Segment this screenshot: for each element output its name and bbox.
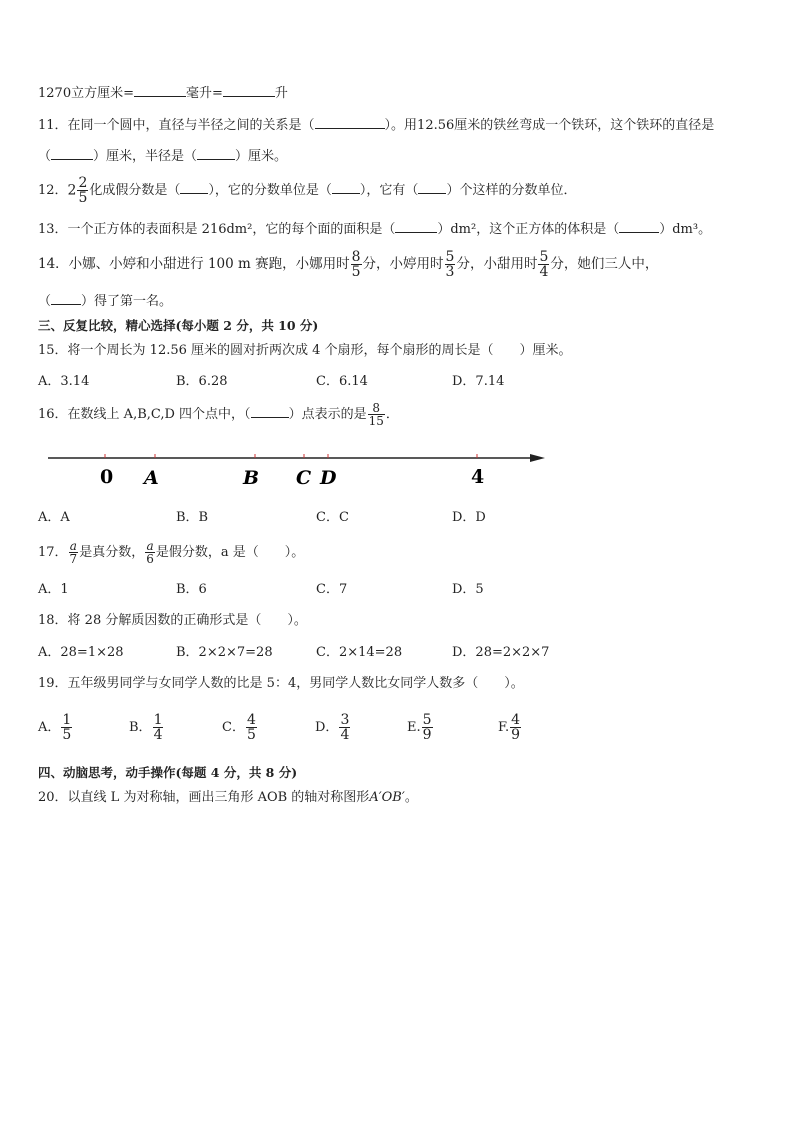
answer-blank[interactable] xyxy=(51,290,81,305)
number-line xyxy=(40,440,560,492)
q16-line: 16．在数线上 A,B,C,D 四个点中，（ ）点表示的是 $\frac{8}{15}$ ． xyxy=(38,401,399,428)
q19-option-e[interactable]: E. $\frac{5}{9}$ xyxy=(407,712,432,743)
label-b: B xyxy=(243,467,260,489)
q16-option-c[interactable]: C．C xyxy=(316,510,349,525)
q16-option-a[interactable]: A．A xyxy=(38,510,70,525)
q18-option-d[interactable]: D．28=2×2×7 xyxy=(452,645,550,660)
mixed-fraction: $\frac{2}{5}$ xyxy=(78,175,88,206)
fraction: $\frac{5}{3}$ xyxy=(445,249,455,280)
label-d: D xyxy=(320,467,337,489)
q20-line: 20．以直线 L 为对称轴，画出三角形 AOB 的轴对称图形A′OB′。 xyxy=(38,790,418,805)
answer-blank[interactable] xyxy=(251,403,289,418)
q16-option-b[interactable]: B．B xyxy=(176,510,209,525)
q16-option-d[interactable]: D．D xyxy=(452,510,486,525)
fraction: $\frac{8}{15}$ xyxy=(368,401,384,428)
label-c: C xyxy=(296,467,312,489)
answer-blank[interactable] xyxy=(197,145,235,160)
answer-blank[interactable] xyxy=(332,179,360,194)
answer-blank[interactable] xyxy=(315,114,385,129)
q14-line1: 14．小娜、小婷和小甜进行 100 m 赛跑，小娜用时 $\frac{8}{5}$ 分，小婷用时 $\frac{5}{3}$ 分，小甜用时 $\frac{5}{4}$ 分，她们三人中， xyxy=(38,249,659,280)
label-4: 4 xyxy=(471,466,485,488)
label-a: A xyxy=(144,467,159,489)
q18-option-a[interactable]: A．28=1×28 xyxy=(38,645,124,660)
fraction: $\frac{8}{5}$ xyxy=(351,249,361,280)
q15-option-a[interactable]: A．3.14 xyxy=(38,374,90,389)
q19-option-a[interactable]: A． $\frac{1}{5}$ xyxy=(38,712,72,743)
fraction: $\frac{a}{6}$ xyxy=(146,539,154,566)
section-3-heading: 三、反复比较，精心选择(每小题 2 分，共 10 分) xyxy=(38,318,319,333)
answer-blank[interactable] xyxy=(418,179,446,194)
q18-option-b[interactable]: B．2×2×7=28 xyxy=(176,645,273,660)
answer-blank[interactable] xyxy=(619,218,659,233)
q-prev-line: 1270立方厘米= 毫升= 升 xyxy=(38,82,288,103)
q15-option-b[interactable]: B．6.28 xyxy=(176,374,228,389)
fraction: $\frac{5}{4}$ xyxy=(539,249,549,280)
q15-option-c[interactable]: C．6.14 xyxy=(316,374,368,389)
q12-line: 12．2 $\frac{2}{5}$ 化成假分数是（ ），它的分数单位是（ ），它有（ ）个这样的分数单位． xyxy=(38,175,577,206)
q17-line: 17． $\frac{a}{7}$ 是真分数， $\frac{a}{6}$ 是假分数，a 是（ ）。 xyxy=(38,539,305,566)
q19-text: 19．五年级男同学与女同学人数的比是 5：4，男同学人数比女同学人数多（ ）。 xyxy=(38,676,524,691)
q15-text: 15．将一个周长为 12.56 厘米的圆对折两次成 4 个扇形，每个扇形的周长是（ ）厘米。 xyxy=(38,343,572,358)
q19-option-d[interactable]: D． $\frac{3}{4}$ xyxy=(315,712,350,743)
answer-blank[interactable] xyxy=(180,179,208,194)
q18-text: 18．将 28 分解质因数的正确形式是（ ）。 xyxy=(38,613,307,628)
q17-option-d[interactable]: D．5 xyxy=(452,582,484,597)
q15-option-d[interactable]: D．7.14 xyxy=(452,374,505,389)
answer-blank[interactable] xyxy=(395,218,437,233)
fraction: $\frac{a}{7}$ xyxy=(69,539,78,566)
label-0: 0 xyxy=(100,466,114,488)
section-4-heading: 四、动脑思考，动手操作(每题 4 分，共 8 分) xyxy=(38,765,298,780)
answer-blank[interactable] xyxy=(51,145,93,160)
q19-option-b[interactable]: B． $\frac{1}{4}$ xyxy=(129,712,163,743)
arrow-icon xyxy=(530,454,545,462)
q17-option-a[interactable]: A．1 xyxy=(38,582,69,597)
q18-option-c[interactable]: C．2×14=28 xyxy=(316,645,403,660)
answer-blank[interactable] xyxy=(134,82,186,97)
q19-option-c[interactable]: C． $\frac{4}{5}$ xyxy=(222,712,256,743)
q19-option-f[interactable]: F. $\frac{4}{9}$ xyxy=(498,712,521,743)
q17-option-c[interactable]: C．7 xyxy=(316,582,348,597)
q11-line2: （ ）厘米，半径是（ ）厘米。 xyxy=(38,145,287,166)
q14-line2: （ ）得了第一名。 xyxy=(38,290,172,311)
q11-line1: 11．在同一个圆中，直径与半径之间的关系是（ ）。用12.56厘米的铁丝弯成一个铁环，这个铁环的直径是 xyxy=(38,114,714,135)
q17-option-b[interactable]: B．6 xyxy=(176,582,207,597)
q13-line: 13．一个正方体的表面积是 216dm²，它的每个面的面积是（ ）dm²，这个正方体的体积是（ ）dm³。 xyxy=(38,218,711,239)
answer-blank[interactable] xyxy=(223,82,275,97)
